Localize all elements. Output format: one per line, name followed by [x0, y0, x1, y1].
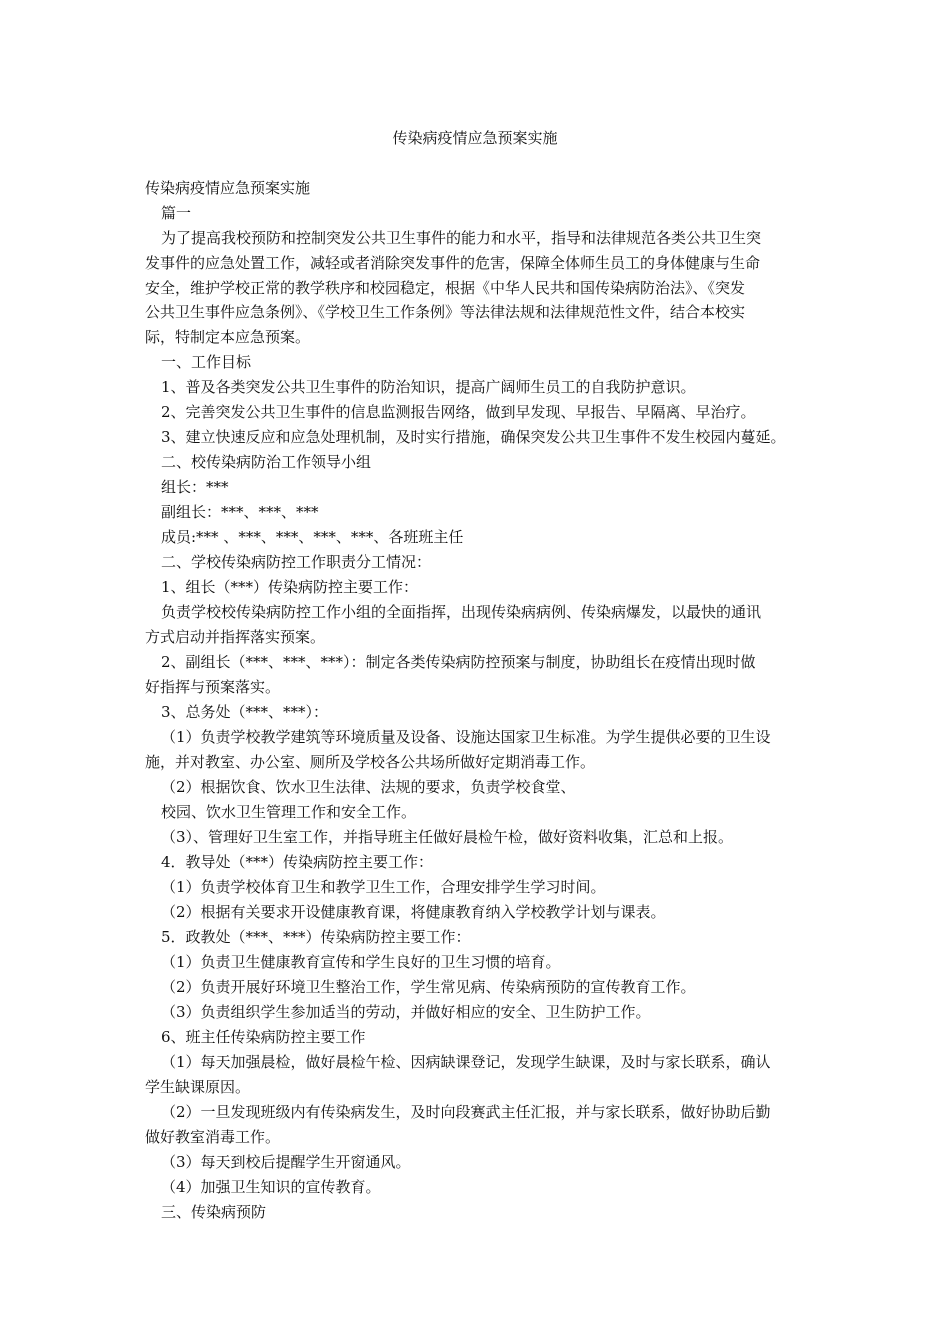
- paragraph-line: 安全，维护学校正常的教学秩序和校园稳定，根据《中华人民共和国传染病防治法》、《突发: [145, 279, 746, 297]
- section-heading: 一、工作目标: [161, 353, 252, 371]
- section-heading: 三、传染病预防: [161, 1203, 267, 1221]
- paragraph-line: （1）负责学校体育卫生和教学卫生工作，合理安排学生学习时间。: [161, 878, 606, 896]
- list-item: 2、完善突发公共卫生事件的信息监测报告网络，做到早发现、早报告、早隔离、早治疗。: [161, 403, 756, 421]
- paragraph-line: （1）负责卫生健康教育宣传和学生良好的卫生习惯的培育。: [161, 953, 561, 971]
- paragraph-line: 施，并对教室、办公室、厕所及学校各公共场所做好定期消毒工作。: [145, 753, 596, 771]
- paragraph-line: 公共卫生事件应急条例》、《学校卫生工作条例》等法律法规和法律规范性文件，结合本校实: [145, 303, 746, 321]
- list-item: 1、组长（***）传染病防控主要工作：: [161, 578, 419, 596]
- subtitle-line: 传染病疫情应急预案实施: [145, 179, 311, 197]
- list-item: 3、建立快速反应和应急处理机制，及时实行措施，确保突发公共卫生事件不发生校园内蔓延。: [161, 428, 786, 446]
- section-heading: 二、校传染病防治工作领导小组: [161, 453, 372, 471]
- list-item: 3、总务处（***、***）：: [161, 703, 329, 721]
- paragraph-line: （2）根据有关要求开设健康教育课，将健康教育纳入学校教学计划与课表。: [161, 903, 666, 921]
- paragraph-line: 好指挥与预案落实。: [145, 678, 281, 696]
- list-item: 4．教导处（***）传染病防控主要工作：: [161, 853, 434, 871]
- section-label: 篇一: [161, 204, 192, 222]
- list-item: 5．政教处（***、***）传染病防控主要工作：: [161, 928, 471, 946]
- paragraph-line: 为了提高我校预防和控制突发公共卫生事件的能力和水平，指导和法律规范各类公共卫生突: [161, 229, 762, 247]
- list-item: 6、班主任传染病防控主要工作: [161, 1028, 366, 1046]
- section-heading: 二、学校传染病防控工作职责分工情况：: [161, 553, 432, 571]
- paragraph-line: 2、副组长（***、***、***）：制定各类传染病防控预案与制度，协助组长在疫情出现时做: [161, 653, 756, 671]
- paragraph-line: （2）负责开展好环境卫生整治工作，学生常见病、传染病预防的宣传教育工作。: [161, 978, 696, 996]
- page-title: 传染病疫情应急预案实施: [392, 129, 558, 147]
- paragraph-line: （1）负责学校教学建筑等环境质量及设备、设施达国家卫生标准。为学生提供必要的卫生设: [161, 728, 771, 746]
- paragraph-line: （2）一旦发现班级内有传染病发生，及时向段赛武主任汇报，并与家长联系，做好协助后勤: [161, 1103, 771, 1121]
- paragraph-line: （2）根据饮食、饮水卫生法律、法规的要求，负责学校食堂、: [161, 778, 576, 796]
- list-item: 副组长：***、***、***: [161, 503, 319, 521]
- paragraph-line: （1）每天加强晨检，做好晨检午检、因病缺课登记，发现学生缺课，及时与家长联系，确认: [161, 1053, 771, 1071]
- paragraph-line: （3）每天到校后提醒学生开窗通风。: [161, 1153, 411, 1171]
- paragraph-line: 负责学校校传染病防控工作小组的全面指挥，出现传染病病例、传染病爆发，以最快的通讯: [161, 603, 762, 621]
- paragraph-line: 做好教室消毒工作。: [145, 1128, 281, 1146]
- paragraph-line: （4）加强卫生知识的宣传教育。: [161, 1178, 381, 1196]
- paragraph-line: 学生缺课原因。: [145, 1078, 251, 1096]
- paragraph-line: （3）负责组织学生参加适当的劳动，并做好相应的安全、卫生防护工作。: [161, 1003, 651, 1021]
- paragraph-line: （3）、管理好卫生室工作，并指导班主任做好晨检午检，做好资料收集，汇总和上报。: [161, 828, 734, 846]
- list-item: 1、普及各类突发公共卫生事件的防治知识，提高广阔师生员工的自我防护意识。: [161, 378, 696, 396]
- paragraph-line: 发事件的应急处置工作，减轻或者消除突发事件的危害，保障全体师生员工的身体健康与生命: [145, 254, 761, 272]
- paragraph-line: 方式启动并指挥落实预案。: [145, 628, 326, 646]
- paragraph-line: 校园、饮水卫生管理工作和安全工作。: [161, 803, 417, 821]
- list-item: 成员:*** 、***、***、***、***、各班班主任: [161, 528, 464, 546]
- paragraph-line: 际，特制定本应急预案。: [145, 328, 311, 346]
- list-item: 组长：***: [161, 478, 229, 496]
